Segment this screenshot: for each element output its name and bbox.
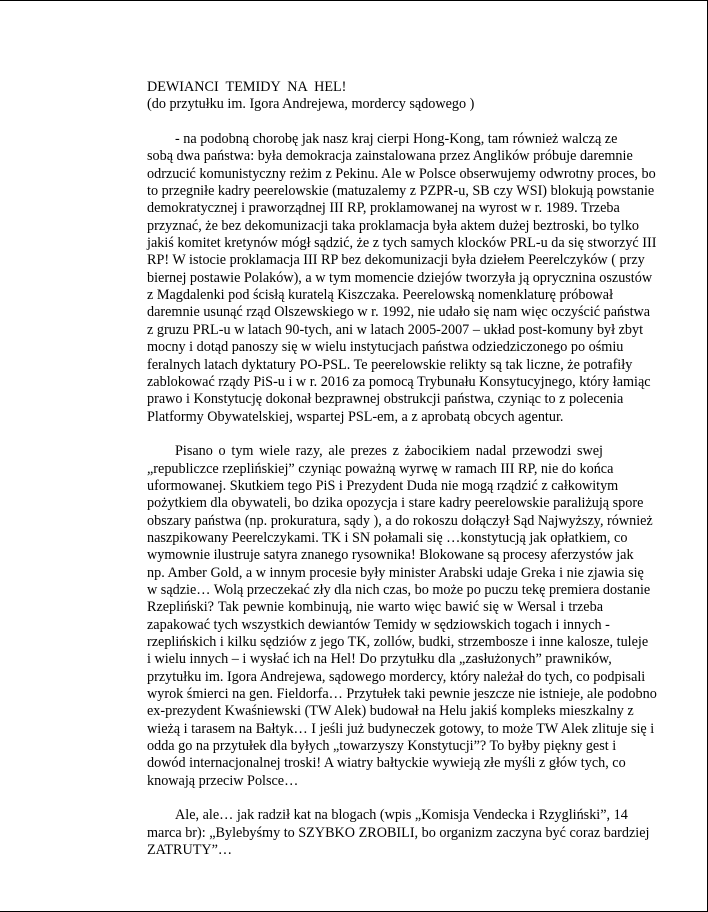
text-line: knowają przeciw Polsce… [147,772,299,789]
text-line: wyrok śmierci na gen. Fieldorfa… Przytułek taki pewnie jeszcze nie istnieje, ale podobno [147,686,657,703]
document-body [147,79,657,877]
text-line: RP! W istocie proklamacja III RP bez dekomunizacji była dziełem Peerelczyków ( przy [147,252,645,269]
text-line: sobą dwa państwa: była demokracja zainstalowana przez Anglików próbuje daremnie [147,148,633,165]
text-line: odrzucić komunistyczny reżim z Pekinu. Ale w Polsce obserwujemy odwrotny proces, bo [147,165,656,182]
text-line: „republiczce rzeplińskiej” czyniąc poważną wyrwę w ramach III RP, nie do końca [147,460,614,477]
text-line: Pisano o tym wiele razy, ale prezes z żabocikiem nadal przewodzi swej [175,443,603,460]
text-line: - na podobną chorobę jak nasz kraj cierpi Hong-Kong, tam również walczą ze [175,131,618,148]
text-line: i wielu innych – i wysłać ich na Hel! Do przytułku dla „zasłużonych” prawników, [147,651,612,668]
text-line: zapakować tych wszystkich dewiantów Temidy w sędziowskich togach i innych - [147,616,610,633]
text-line: z gruzu PRL-u w latach 90-tych, ani w latach 2005-2007 – układ post-komuny był zbyt [147,321,644,338]
text-line: feralnych latach dyktatury PO-PSL. Te peerelowskie relikty są tak liczne, że potrafiły [147,356,633,373]
text-line: wymownie ilustruje satyra znanego rysownika! Blokowane są procesy aferzystów jak [147,547,634,564]
paragraph [147,443,657,790]
text-line: prawo i Konstytucję dokonał bezprawnej obstrukcji państwa, czyniąc to z polecenia [147,391,624,408]
text-line: jakiś komitet kretynów mógł sądzić, że z tych samych klocków PRL-u da się stworzyć III [147,235,657,252]
text-line: obszary państwa (np. prokuratura, sądy ), a do rokoszu dołączył Sąd Najwyższy, również [147,512,653,529]
text-line: pożytkiem dla obywateli, bo dzika opozycja i stare kadry peerelowskie paraliżują spore [147,495,644,512]
text-line: przytułku im. Igora Andrejewa, sądowego mordercy, który należał do tych, co podpisali [147,668,646,685]
text-line: rzeplińskich i kilku sędziów z jego TK, zollów, budki, strzembosze i inne kalosze, tuleje [147,634,649,650]
text-line: marca br): „Bylebyśmy to SZYBKO ZROBILI, bo organizm zaczyna być coraz bardziej [147,824,650,841]
text-line: naszpikowany Peerelczykami. TK i SN połamali się …konstytucją jak opłatkiem, co [147,529,628,546]
text-line: daremnie usunąć rząd Olszewskiego w r. 1992, nie udało się nam więc oczyścić państwa [147,304,651,321]
text-line: przyznać, że bez dekomunizacji taka proklamacja była aktem dużej beztroski, bo tylko [147,217,640,234]
text-line: Platformy Obywatelskiej, wspartej PSL-em, a z aprobatą obcych agentur. [147,408,564,425]
text-line: zablokować rządy PiS-u i w r. 2016 za pomocą Trybunału Konsytucyjnego, który łamiąc [147,373,651,390]
text-line: uformowanej. Skutkiem tego PiS i Prezydent Duda nie mogą rządzić z całkowitym [147,477,619,494]
text-line: odda go na przytułek dla byłych „towarzyszy Konstytucji”? To byłby piękny gest i [147,738,617,755]
text-line: z Magdalenki pod ścisłą kuratelą Kiszczaka. Peerelowską nomenklaturę próbował [147,287,614,304]
text-line: Ale, ale… jak radził kat na blogach (wpis „Komisja Vendecka i Rzygliński”, 14 [175,807,628,824]
text-line: ex-prezydent Kwaśniewski (TW Alek) budował na Helu jakiś kompleks mieszkalny z [147,703,634,720]
text-line: to przegniłe kadry peerelowskie (matuzalemy z PZPR-u, SB czy WSI) blokują powstanie [147,183,655,200]
text-line: demokratycznej i praworządnej III RP, proklamowanej na wyrost w r. 1989. Trzeba [147,200,620,217]
text-line: Rzepliński? Tak pewnie kombinują, nie warto więc bawić się w Wersal i trzeba [147,599,603,616]
text-line: dowód internacjonalnej troski! A wiatry bałtyckie wywieją złe myśli z głów tych, co [147,755,626,772]
text-line: biernej postawie Polaków), a w tym momencie dziejów tworzyła ją oprycznina oszustów [147,269,653,286]
paragraph [147,807,650,859]
text-line: wieżą i tarasem na Bałtyk… I jeśli już budyneczek gotowy, to może TW Alek zlituje się i [147,720,655,737]
paragraph [147,131,657,426]
text-line: w sądzie… Wolą przeczekać zły dla nich czas, bo może po puczu tekę premiera dostanie [147,581,651,598]
text-line: mocny i dotąd panoszy się w wielu instytucjach państwa odziedziczonego po ośmiu [147,339,624,356]
document-title: DEWIANCI TEMIDY NA HEL! [147,79,347,95]
text-line: ZATRUTY”… [147,842,233,859]
document-subtitle: (do przytułku im. Igora Andrejewa, mordercy sądowego ) [147,96,475,113]
text-line: np. Amber Gold, a w innym procesie były minister Arabski udaje Greka i nie zjawia się [147,564,644,581]
paragraph-container [147,131,657,859]
